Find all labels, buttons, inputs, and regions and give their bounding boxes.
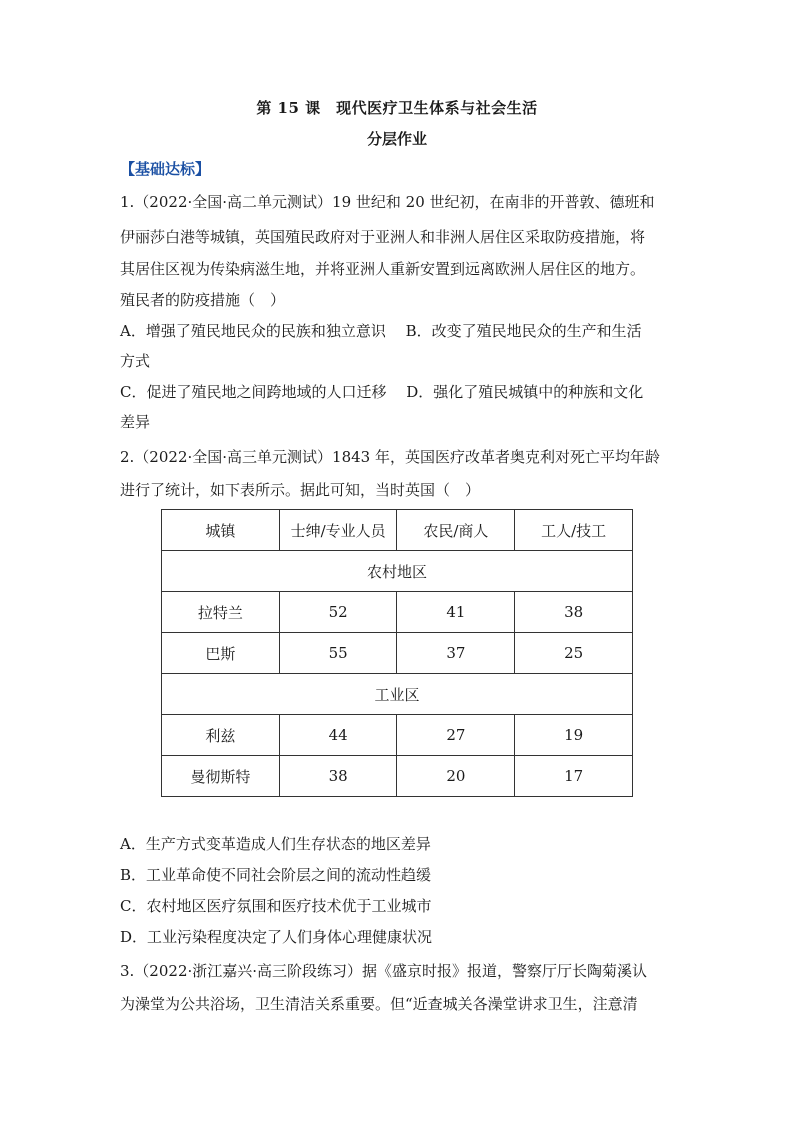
table-cell: 52	[279, 592, 397, 633]
table-cell: 17	[515, 756, 633, 797]
q2-option-b: B．工业革命使不同社会阶层之间的流动性趋缓	[120, 866, 432, 884]
table-cell: 38	[515, 592, 633, 633]
table-group-row	[162, 674, 633, 715]
table-cell: 27	[397, 715, 515, 756]
table-group-industrial: 工业区	[162, 674, 633, 715]
q2-line-1: 2.（2022·全国·高三单元测试）1843 年，英国医疗改革者奥克利对死亡平均年龄	[120, 448, 660, 466]
table-cell: 37	[397, 633, 515, 674]
table-header-cell: 农民/商人	[397, 510, 515, 551]
q1-option-cd: C．促进了殖民地之间跨地域的人口迁移 D．强化了殖民城镇中的种族和文化	[120, 383, 644, 401]
table-row	[162, 592, 633, 633]
q3-line-1: 3.（2022·浙江嘉兴·高三阶段练习）据《盛京时报》报道，警察厅厅长陶菊溪认	[120, 962, 648, 980]
q1-line-3: 其居住区视为传染病滋生地，并将亚洲人重新安置到远离欧洲人居住区的地方。	[120, 260, 646, 278]
table-header-row	[162, 510, 633, 551]
table-cell: 38	[279, 756, 397, 797]
table-row	[162, 756, 633, 797]
table-group-row	[162, 551, 633, 592]
lesson-subtitle: 分层作业	[366, 130, 427, 148]
lesson-title: 第 15 课 现代医疗卫生体系与社会生活	[256, 99, 538, 117]
q1-option-d-cont: 差异	[120, 413, 151, 431]
table-row	[162, 633, 633, 674]
table-header-cell: 城镇	[162, 510, 280, 551]
q1-line-1: 1.（2022·全国·高二单元测试）19 世纪和 20 世纪初，在南非的开普敦、德班和	[120, 193, 655, 211]
table-header-cell: 士绅/专业人员	[279, 510, 397, 551]
table-header-cell: 工人/技工	[515, 510, 633, 551]
q3-line-2: 为澡堂为公共浴场，卫生清洁关系重要。但“近查城关各澡堂讲求卫生，注意清	[120, 995, 638, 1013]
q2-option-c: C．农村地区医疗氛围和医疗技术优于工业城市	[120, 897, 432, 915]
q1-line-2: 伊丽莎白港等城镇，英国殖民政府对于亚洲人和非洲人居住区采取防疫措施，将	[120, 228, 646, 246]
table-cell: 巴斯	[162, 633, 280, 674]
table-cell: 41	[397, 592, 515, 633]
q1-option-b-cont: 方式	[120, 352, 151, 370]
table-cell: 曼彻斯特	[162, 756, 280, 797]
table-cell: 19	[515, 715, 633, 756]
table-cell: 20	[397, 756, 515, 797]
q2-line-2: 进行了统计，如下表所示。据此可知，当时英国（ ）	[120, 481, 481, 499]
q2-option-a: A．生产方式变革造成人们生存状态的地区差异	[120, 835, 431, 853]
table-cell: 利兹	[162, 715, 280, 756]
table-row	[162, 715, 633, 756]
q1-option-ab: A．增强了殖民地民众的民族和独立意识 B．改变了殖民地民众的生产和生活	[120, 322, 642, 340]
q1-line-4: 殖民者的防疫措施（ ）	[120, 291, 286, 309]
table-cell: 25	[515, 633, 633, 674]
q2-option-d: D．工业污染程度决定了人们身体心理健康状况	[120, 928, 433, 946]
table-cell: 44	[279, 715, 397, 756]
table-cell: 拉特兰	[162, 592, 280, 633]
table-cell: 55	[279, 633, 397, 674]
mortality-table	[161, 509, 633, 797]
table-group-rural: 农村地区	[162, 551, 633, 592]
section-label: 【基础达标】	[120, 160, 211, 178]
